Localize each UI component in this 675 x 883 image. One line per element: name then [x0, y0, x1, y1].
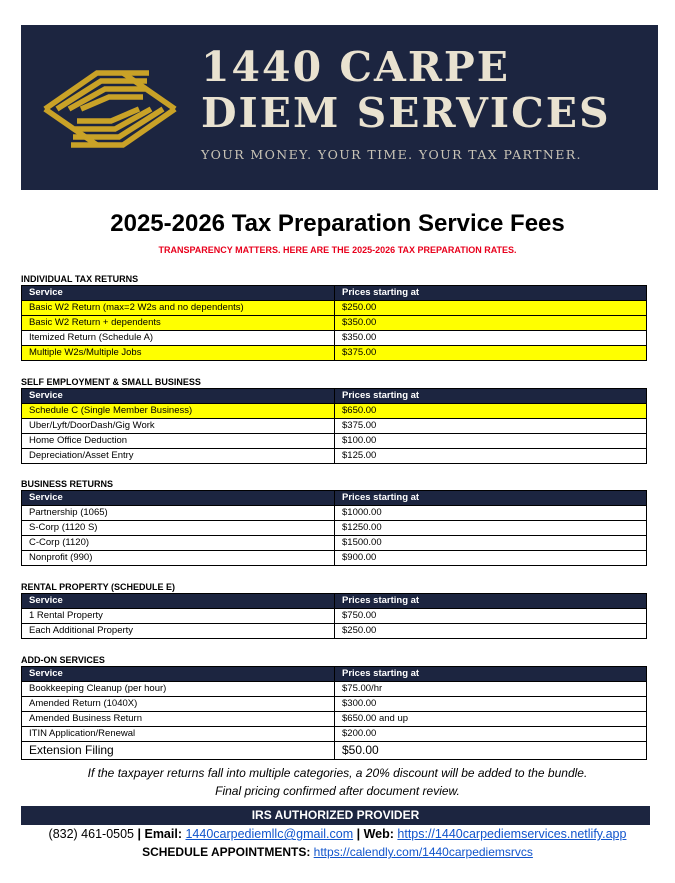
table-row	[22, 404, 647, 419]
price-cell: $350.00	[335, 316, 647, 331]
table-row	[22, 551, 647, 566]
price-column-header: Prices starting at	[335, 286, 647, 301]
service-cell: Each Additional Property	[22, 624, 335, 639]
price-column-header: Prices starting at	[335, 594, 647, 609]
service-cell: Amended Return (1040X)	[22, 697, 335, 712]
price-cell: $200.00	[335, 727, 647, 742]
service-cell: Uber/Lyft/DoorDash/Gig Work	[22, 419, 335, 434]
email-label: Email:	[144, 827, 182, 841]
fee-table	[21, 388, 647, 464]
price-cell: $100.00	[335, 434, 647, 449]
web-label: Web:	[363, 827, 394, 841]
price-cell: $650.00 and up	[335, 712, 647, 727]
service-cell: S-Corp (1120 S)	[22, 521, 335, 536]
service-cell: Nonprofit (990)	[22, 551, 335, 566]
table-row	[22, 712, 647, 727]
phone-number: (832) 461-0505	[48, 827, 135, 841]
schedule-line	[0, 845, 675, 859]
price-cell: $650.00	[335, 404, 647, 419]
brand-line-2: DIEM SERVICES	[201, 89, 611, 137]
table-row	[22, 346, 647, 361]
header-banner	[21, 25, 658, 190]
service-column-header: Service	[22, 389, 335, 404]
price-column-header: Prices starting at	[335, 389, 647, 404]
contact-line: (832) 461-0505 | Email: 1440carpediemllc@gmail.com | Web: https://1440carpediemservices.netlify.app	[48, 827, 627, 841]
price-cell: $350.00	[335, 331, 647, 346]
price-column-header: Prices starting at	[335, 667, 647, 682]
table-header-row	[22, 491, 647, 506]
table-row	[22, 536, 647, 551]
price-column-header: Prices starting at	[335, 491, 647, 506]
price-cell: $300.00	[335, 697, 647, 712]
service-cell: Itemized Return (Schedule A)	[22, 331, 335, 346]
table-row	[22, 624, 647, 639]
section-self-employment	[21, 376, 647, 464]
schedule-label: SCHEDULE APPOINTMENTS:	[142, 845, 311, 859]
fee-table	[21, 490, 647, 566]
table-row	[22, 419, 647, 434]
section-add-on	[21, 654, 647, 760]
section-title: BUSINESS RETURNS	[21, 479, 114, 489]
price-cell: $250.00	[335, 301, 647, 316]
section-business	[21, 478, 647, 566]
table-header-row	[22, 286, 647, 301]
section-title: INDIVIDUAL TAX RETURNS	[21, 274, 139, 284]
service-cell: Basic W2 Return + dependents	[22, 316, 335, 331]
service-cell: Multiple W2s/Multiple Jobs	[22, 346, 335, 361]
service-column-header: Service	[22, 667, 335, 682]
service-cell: Bookkeeping Cleanup (per hour)	[22, 682, 335, 697]
table-header-row	[22, 594, 647, 609]
price-cell: $50.00	[335, 742, 647, 760]
pricing-note: Final pricing confirmed after document review.	[215, 784, 460, 798]
table-row	[22, 742, 647, 760]
service-cell: 1 Rental Property	[22, 609, 335, 624]
discount-note: If the taxpayer returns fall into multiple categories, a 20% discount will be added to the bundle.	[87, 766, 588, 780]
price-cell: $1000.00	[335, 506, 647, 521]
service-cell: Extension Filing	[22, 742, 335, 760]
table-row	[22, 521, 647, 536]
table-row	[22, 682, 647, 697]
service-cell: Home Office Deduction	[22, 434, 335, 449]
irs-banner: IRS AUTHORIZED PROVIDER	[21, 806, 650, 825]
price-cell: $375.00	[335, 346, 647, 361]
section-title: RENTAL PROPERTY (SCHEDULE E)	[21, 582, 176, 592]
price-cell: $1500.00	[335, 536, 647, 551]
price-cell: $900.00	[335, 551, 647, 566]
service-column-header: Service	[22, 286, 335, 301]
price-cell: $75.00/hr	[335, 682, 647, 697]
service-cell: Schedule C (Single Member Business)	[22, 404, 335, 419]
price-cell: $375.00	[335, 419, 647, 434]
email-link[interactable]: 1440carpediemllc@gmail.com	[185, 827, 354, 841]
section-title: SELF EMPLOYMENT & SMALL BUSINESS	[21, 377, 201, 387]
page-title: 2025-2026 Tax Preparation Service Fees	[110, 210, 565, 237]
service-cell: ITIN Application/Renewal	[22, 727, 335, 742]
service-cell: Basic W2 Return (max=2 W2s and no dependents)	[22, 301, 335, 316]
brand-line-1: 1440 CARPE	[201, 43, 510, 91]
table-row	[22, 609, 647, 624]
price-cell: $1250.00	[335, 521, 647, 536]
table-row	[22, 316, 647, 331]
service-cell: C-Corp (1120)	[22, 536, 335, 551]
table-row	[22, 331, 647, 346]
service-cell: Amended Business Return	[22, 712, 335, 727]
price-cell: $125.00	[335, 449, 647, 464]
table-row	[22, 697, 647, 712]
section-individual	[21, 273, 647, 361]
page-subtitle: TRANSPARENCY MATTERS. HERE ARE THE 2025-2026 TAX PREPARATION RATES.	[158, 245, 517, 255]
table-header-row	[22, 389, 647, 404]
price-cell: $250.00	[335, 624, 647, 639]
table-row	[22, 301, 647, 316]
service-cell: Partnership (1065)	[22, 506, 335, 521]
section-rental	[21, 581, 647, 639]
schedule-link[interactable]: https://calendly.com/1440carpediemsrvcs	[313, 845, 533, 859]
service-column-header: Service	[22, 491, 335, 506]
table-row	[22, 727, 647, 742]
fee-table	[21, 593, 647, 639]
service-column-header: Service	[22, 594, 335, 609]
brand-tagline: YOUR MONEY. YOUR TIME. YOUR TAX PARTNER.	[201, 147, 582, 162]
price-cell: $750.00	[335, 609, 647, 624]
geometric-logo-icon	[35, 45, 185, 173]
table-row	[22, 434, 647, 449]
fee-table	[21, 666, 647, 760]
service-cell: Depreciation/Asset Entry	[22, 449, 335, 464]
table-header-row	[22, 667, 647, 682]
fee-table	[21, 285, 647, 361]
table-row	[22, 506, 647, 521]
section-title: ADD-ON SERVICES	[21, 655, 105, 665]
table-row	[22, 449, 647, 464]
website-link[interactable]: https://1440carpediemservices.netlify.app	[397, 827, 627, 841]
